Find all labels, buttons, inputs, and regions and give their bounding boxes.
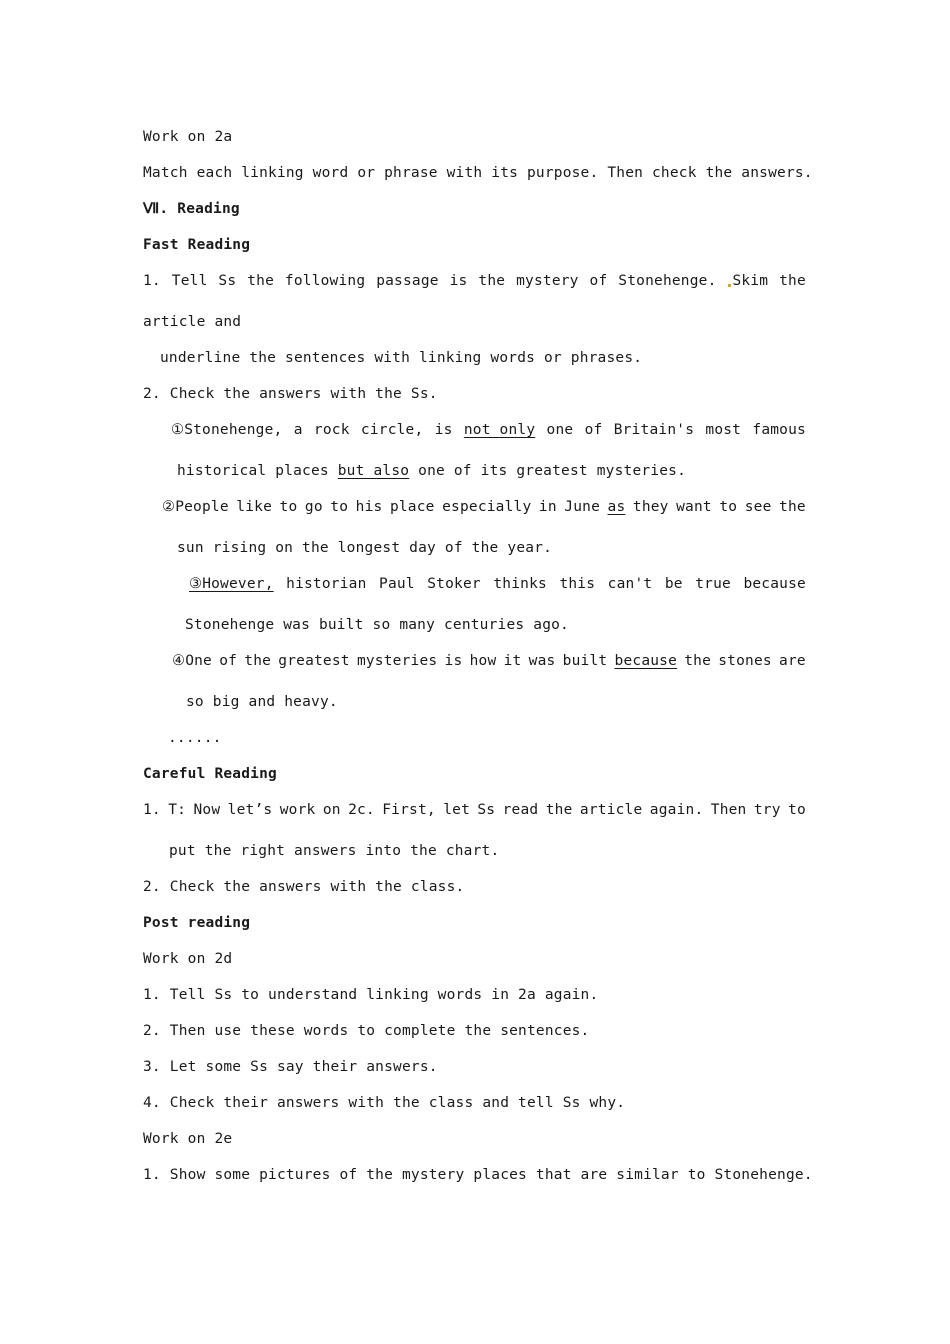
word: famous (752, 422, 806, 438)
word: this (559, 576, 596, 592)
word: Ss (218, 273, 237, 289)
word: the (247, 273, 274, 289)
word: Now (193, 802, 221, 818)
word: to (330, 499, 349, 515)
word: in (538, 499, 557, 515)
edit-mark-icon (728, 284, 731, 287)
linking-word: as (607, 499, 626, 515)
word: the (779, 273, 806, 289)
word: the (478, 273, 506, 289)
word: Ss (477, 802, 496, 818)
work-2d-heading: Work on 2d (143, 951, 233, 967)
word: especially (442, 499, 532, 515)
word: true (695, 576, 731, 592)
word: 2c. (348, 802, 375, 818)
list-item: 3. Let some Ss say their answers. (143, 1059, 438, 1075)
work-2e-heading: Work on 2e (143, 1131, 233, 1147)
sentence-2-line1 (162, 498, 806, 516)
word: built (562, 653, 608, 669)
word: of (589, 273, 608, 289)
word: are (779, 653, 806, 669)
ellipsis: ...... (168, 730, 222, 746)
sentence-1-line1 (171, 421, 806, 439)
fast-step1-line2: article and (143, 314, 242, 330)
word: following (284, 273, 366, 289)
word: mysteries (356, 653, 438, 669)
word: stones (718, 653, 772, 669)
sentence-2-line2: sun rising on the longest day of the year. (177, 540, 553, 556)
list-item: 1. Tell Ss to understand linking words in 2a again. (143, 987, 599, 1003)
word: Stonehenge. (618, 273, 717, 289)
word: T: (168, 802, 187, 818)
word: one (546, 422, 574, 438)
fast-reading-heading: Fast Reading (143, 237, 251, 253)
word: greatest (278, 653, 350, 669)
post-reading-heading: Post reading (143, 915, 251, 931)
sentence-3-line2: Stonehenge was built so many centuries ago. (185, 617, 569, 633)
list-item: 2. Then use these words to complete the sentences. (143, 1023, 590, 1039)
word: 1. (143, 273, 161, 289)
careful-step1-line2: put the right answers into the chart. (169, 843, 500, 859)
word: the (244, 653, 272, 669)
word: again. (649, 802, 704, 818)
word: article (579, 802, 643, 818)
careful-step2: 2. Check the answers with the class. (143, 879, 465, 895)
word: ①Stonehenge, (171, 422, 283, 438)
word: can't (607, 576, 653, 592)
word: let’s (227, 802, 273, 818)
word: thinks (493, 576, 547, 592)
list-item: 1. Show some pictures of the mystery places that are similar to Stonehenge. (143, 1167, 813, 1183)
word: mystery (516, 273, 579, 289)
word: like (236, 499, 273, 515)
word: read (502, 802, 539, 818)
word: passage (376, 273, 439, 289)
word: place (389, 499, 435, 515)
word: First, (382, 802, 436, 818)
word: a (293, 422, 303, 438)
word: to (788, 802, 806, 818)
sentence-4-line1 (172, 652, 806, 670)
word: the (779, 499, 806, 515)
word: it (503, 653, 522, 669)
section-7-heading: Ⅶ. Reading (143, 201, 240, 217)
fast-step2: 2. Check the answers with the Ss. (143, 386, 438, 402)
word: be (664, 576, 683, 592)
work-2a-instruction: Match each linking word or phrase with its purpose. Then check the answers. (143, 165, 813, 181)
sentence-4-line2: so big and heavy. (186, 694, 338, 710)
word: of (219, 653, 238, 669)
word: the (684, 653, 712, 669)
word: how (469, 653, 497, 669)
careful-step1-line1 (143, 801, 806, 819)
word: 1. (143, 802, 161, 818)
word: Britain's (613, 422, 695, 438)
word: Stoker (427, 576, 481, 592)
word: Tell (171, 273, 208, 289)
word: is (434, 422, 453, 438)
word: Then (710, 802, 747, 818)
word: circle, (360, 422, 424, 438)
word: most (705, 422, 742, 438)
fast-step1-line3: underline the sentences with linking words or phrases. (160, 350, 643, 366)
skim-word: Skim (727, 272, 768, 290)
word: his (355, 499, 383, 515)
word: work (279, 802, 316, 818)
list-item: 4. Check their answers with the class and tell Ss why. (143, 1095, 626, 1111)
word: ②People (162, 499, 229, 515)
word: let (443, 802, 470, 818)
linking-phrase: but also (337, 463, 410, 479)
word: to (279, 499, 298, 515)
sentence-1-line2: historical places but also one of its greatest mysteries. (177, 463, 687, 479)
word: they (632, 499, 669, 515)
word: the (545, 802, 573, 818)
however-word: ③However, (189, 576, 274, 592)
word: on (322, 802, 341, 818)
word: is (444, 653, 463, 669)
word: June (564, 499, 601, 515)
word: try (753, 802, 781, 818)
work-2a-heading: Work on 2a (143, 129, 233, 145)
sentence-3-line1 (189, 575, 806, 593)
word: of (584, 422, 603, 438)
word: see (744, 499, 772, 515)
word: go (304, 499, 323, 515)
linking-phrase: not only (463, 422, 536, 438)
word: is (449, 273, 468, 289)
word: was (528, 653, 556, 669)
linking-word: because (614, 653, 678, 669)
careful-reading-heading: Careful Reading (143, 766, 277, 782)
word: historian (286, 576, 367, 592)
word: Paul (379, 576, 415, 592)
word: want (676, 499, 712, 515)
fast-step1-line1 (143, 272, 806, 290)
word: because (743, 576, 806, 592)
word: to (719, 499, 738, 515)
word: rock (313, 422, 350, 438)
word: ④One (172, 653, 212, 669)
